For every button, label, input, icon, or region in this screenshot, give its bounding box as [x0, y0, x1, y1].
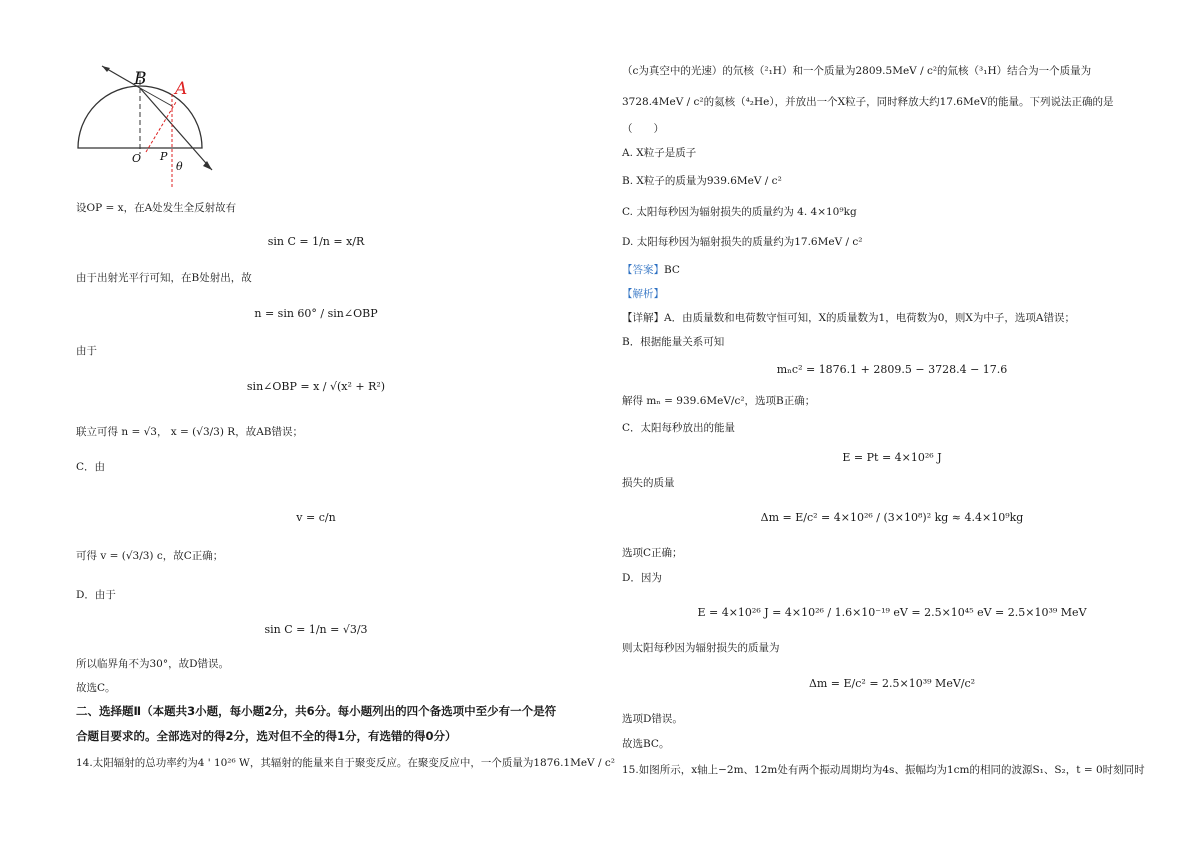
question-14: 14.太阳辐射的总功率约为4 ' 10²⁶ W，其辐射的能量来自于聚变反应。在聚变反应中，一个质量为1876.1MeV / c²	[76, 757, 615, 769]
text-line: 【详解】A．由质量数和电荷数守恒可知，X的质量数为1，电荷数为0，则X为中子，选项A错误；	[622, 312, 1075, 324]
equation: sin C = 1/n = √3/3	[264, 623, 368, 636]
equation: mₙc² = 1876.1 + 2809.5 − 3728.4 − 17.6	[776, 363, 1008, 376]
text-line: 设OP = x，在A处发生全反射故有	[76, 202, 237, 214]
answer-line	[622, 265, 680, 276]
option-D: D. 太阳每秒因为辐射损失的质量约为17.6MeV / c²	[622, 236, 863, 248]
section-title: 二、选择题Ⅱ（本题共3小题，每小题2分，共6分。每小题列出的四个备选项中至少有一个是符	[76, 704, 557, 718]
text-line: 故选BC。	[622, 738, 670, 750]
text-line: B．根据能量关系可知	[622, 336, 725, 348]
section-title: 合题目要求的。全部选对的得2分，选对但不全的得1分，有选错的得0分）	[76, 729, 457, 743]
text-line: C．太阳每秒放出的能量	[622, 422, 736, 434]
ray-in	[140, 88, 212, 170]
answer-value: BC	[664, 264, 680, 276]
text-line: 由于出射光平行可知，在B处射出，故	[76, 272, 252, 284]
analysis-tag: 【解析】	[622, 288, 664, 300]
text-line: 损失的质量	[622, 477, 675, 489]
fig-label-O: O	[132, 152, 142, 165]
text-line: 所以临界角不为30°，故D错误。	[76, 658, 230, 670]
equation: E = 4×10²⁶ J = 4×10²⁶ / 1.6×10⁻¹⁹ eV = 2.5×10⁴⁵ eV = 2.5×10³⁹ MeV	[697, 606, 1087, 619]
optics-figure	[72, 58, 232, 188]
text-line: （ ）	[622, 123, 664, 135]
equation: v = c/n	[296, 511, 336, 524]
text-line: 联立可得 n = √3， x = (√3/3) R，故AB错误；	[76, 426, 304, 438]
text-line: 选项D错误。	[622, 713, 683, 725]
text-line: 由于	[76, 345, 97, 357]
text-line: D．因为	[622, 572, 662, 584]
option-A: A. X粒子是质子	[622, 147, 697, 159]
answer-tag: 【答案】	[622, 264, 664, 276]
text-line: C．由	[76, 461, 106, 473]
arrow-out-icon	[102, 66, 110, 72]
text-line: 故选C。	[76, 682, 116, 694]
arrow-in-icon	[203, 161, 212, 170]
text-line: 3728.4MeV / c²的氦核（⁴₂He），并放出一个X粒子，同时释放大约17.6MeV的能量。下列说法正确的是	[622, 96, 1114, 108]
question-15: 15.如图所示，x轴上−2m、12m处有两个振动周期均为4s、振幅均为1cm的相同的波源S₁、S₂，t = 0时刻同时	[622, 764, 1145, 776]
text-line: D．由于	[76, 589, 116, 601]
equation: Δm = E/c² = 2.5×10³⁹ MeV/c²	[808, 677, 976, 690]
equation: sin∠OBP = x / √(x² + R²)	[246, 380, 386, 393]
equation: E = Pt = 4×10²⁶ J	[842, 451, 942, 464]
fig-label-A: A	[175, 79, 188, 99]
text-line: 则太阳每秒因为辐射损失的质量为	[622, 642, 780, 654]
equation: n = sin 60° / sin∠OBP	[254, 307, 378, 320]
text-line: （c为真空中的光速）的氘核（²₁H）和一个质量为2809.5MeV / c²的氚核（³₁H）结合为一个质量为	[622, 65, 1092, 77]
text-line: 解得 mₙ = 939.6MeV/c²，选项B正确；	[622, 395, 816, 407]
option-C: C. 太阳每秒因为辐射损失的质量约为 4. 4×10⁹kg	[622, 206, 857, 218]
equation: sin C = 1/n = x/R	[267, 235, 365, 248]
fig-label-B: B	[134, 69, 147, 89]
fig-label-theta: θ	[176, 160, 183, 173]
text-line: 可得 v = (√3/3) c，故C正确；	[76, 550, 224, 562]
text-line: 选项C正确；	[622, 547, 683, 559]
ray-reflect	[140, 88, 172, 106]
option-B: B. X粒子的质量为939.6MeV / c²	[622, 175, 782, 187]
equation: Δm = E/c² = 4×10²⁶ / (3×10⁸)² kg ≈ 4.4×10⁹kg	[760, 511, 1024, 524]
fig-label-P: P	[160, 150, 168, 163]
